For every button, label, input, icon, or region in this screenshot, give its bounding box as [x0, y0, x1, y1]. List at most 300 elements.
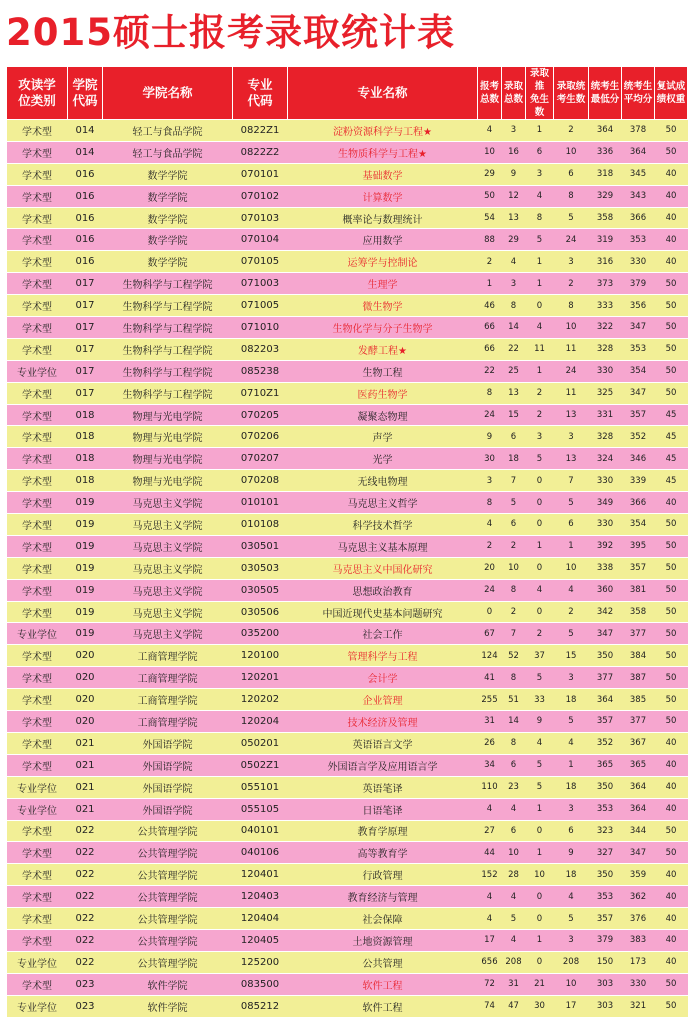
cell-exam-admitted: 18 [554, 864, 589, 886]
cell-applicants: 9 [478, 426, 502, 448]
cell-degree-type: 学术型 [7, 251, 68, 273]
header-major-code: 专业 代码 [233, 67, 288, 120]
cell-college-code: 019 [68, 623, 103, 645]
cell-major-code: 085212 [233, 995, 288, 1017]
cell-college-code: 019 [68, 492, 103, 514]
table-row [7, 535, 688, 557]
cell-exam-admitted: 17 [554, 995, 589, 1017]
cell-applicants: 4 [478, 514, 502, 536]
cell-recommended: 0 [526, 557, 554, 579]
cell-college-name: 工商管理学院 [103, 689, 233, 711]
cell-exam-admitted: 4 [554, 886, 589, 908]
cell-applicants: 2 [478, 251, 502, 273]
cell-retest-weight: 40 [655, 732, 688, 754]
cell-avg-score: 385 [622, 689, 655, 711]
cell-min-score: 357 [589, 711, 622, 733]
cell-applicants: 29 [478, 163, 502, 185]
cell-retest-weight: 40 [655, 886, 688, 908]
cell-retest-weight: 40 [655, 251, 688, 273]
cell-admitted: 13 [502, 207, 526, 229]
cell-college-code: 022 [68, 820, 103, 842]
cell-degree-type: 学术型 [7, 448, 68, 470]
cell-college-code: 017 [68, 338, 103, 360]
cell-admitted: 3 [502, 120, 526, 142]
cell-college-name: 物理与光电学院 [103, 426, 233, 448]
cell-avg-score: 321 [622, 995, 655, 1017]
cell-avg-score: 358 [622, 601, 655, 623]
cell-exam-admitted: 10 [554, 317, 589, 339]
table-row [7, 120, 688, 142]
cell-degree-type: 学术型 [7, 141, 68, 163]
cell-admitted: 2 [502, 535, 526, 557]
cell-college-name: 公共管理学院 [103, 886, 233, 908]
cell-college-code: 020 [68, 667, 103, 689]
cell-applicants: 50 [478, 185, 502, 207]
cell-exam-admitted: 11 [554, 338, 589, 360]
cell-college-name: 工商管理学院 [103, 711, 233, 733]
cell-avg-score: 330 [622, 251, 655, 273]
cell-exam-admitted: 4 [554, 579, 589, 601]
admission-table [6, 66, 688, 1018]
cell-college-code: 014 [68, 141, 103, 163]
cell-recommended: 10 [526, 864, 554, 886]
cell-recommended: 9 [526, 711, 554, 733]
cell-degree-type: 学术型 [7, 273, 68, 295]
header-avg-score: 统考生 平均分 [622, 67, 655, 120]
cell-major-code: 070207 [233, 448, 288, 470]
cell-college-name: 马克思主义学院 [103, 492, 233, 514]
cell-major-code: 070103 [233, 207, 288, 229]
cell-major-name: 淀粉资源科学与工程★ [288, 120, 478, 142]
cell-degree-type: 学术型 [7, 557, 68, 579]
cell-college-name: 生物科学与工程学院 [103, 382, 233, 404]
cell-major-code: 050201 [233, 732, 288, 754]
table-row [7, 667, 688, 689]
cell-avg-score: 378 [622, 120, 655, 142]
table-row [7, 623, 688, 645]
cell-college-name: 物理与光电学院 [103, 470, 233, 492]
cell-retest-weight: 50 [655, 995, 688, 1017]
cell-exam-admitted: 9 [554, 842, 589, 864]
table-row [7, 820, 688, 842]
cell-retest-weight: 50 [655, 360, 688, 382]
cell-exam-admitted: 10 [554, 141, 589, 163]
cell-major-code: 120201 [233, 667, 288, 689]
cell-exam-admitted: 13 [554, 448, 589, 470]
cell-min-score: 328 [589, 338, 622, 360]
cell-degree-type: 学术型 [7, 207, 68, 229]
cell-degree-type: 专业学位 [7, 951, 68, 973]
cell-retest-weight: 45 [655, 426, 688, 448]
cell-exam-admitted: 15 [554, 645, 589, 667]
cell-avg-score: 377 [622, 711, 655, 733]
table-row [7, 404, 688, 426]
table-row [7, 295, 688, 317]
cell-major-name: 土地资源管理 [288, 929, 478, 951]
cell-recommended: 5 [526, 754, 554, 776]
cell-min-score: 353 [589, 886, 622, 908]
cell-exam-admitted: 5 [554, 623, 589, 645]
cell-exam-admitted: 208 [554, 951, 589, 973]
cell-major-name: 马克思主义基本原理 [288, 535, 478, 557]
cell-major-code: 0822Z1 [233, 120, 288, 142]
cell-avg-score: 352 [622, 426, 655, 448]
cell-degree-type: 学术型 [7, 404, 68, 426]
cell-exam-admitted: 8 [554, 295, 589, 317]
cell-college-code: 016 [68, 251, 103, 273]
cell-major-name: 社会工作 [288, 623, 478, 645]
cell-admitted: 47 [502, 995, 526, 1017]
header-exam-admitted: 录取统 考生数 [554, 67, 589, 120]
cell-retest-weight: 40 [655, 185, 688, 207]
cell-major-name: 软件工程 [288, 995, 478, 1017]
cell-admitted: 5 [502, 492, 526, 514]
cell-college-name: 数学学院 [103, 251, 233, 273]
cell-applicants: 66 [478, 338, 502, 360]
cell-college-code: 018 [68, 470, 103, 492]
cell-applicants: 24 [478, 404, 502, 426]
cell-college-code: 022 [68, 908, 103, 930]
cell-degree-type: 学术型 [7, 426, 68, 448]
cell-avg-score: 384 [622, 645, 655, 667]
header-college-name: 学院名称 [103, 67, 233, 120]
cell-admitted: 7 [502, 470, 526, 492]
cell-applicants: 4 [478, 798, 502, 820]
cell-degree-type: 学术型 [7, 645, 68, 667]
cell-major-name: 行政管理 [288, 864, 478, 886]
cell-major-name: 声学 [288, 426, 478, 448]
header-retest-weight: 复试成 绩权重 [655, 67, 688, 120]
cell-avg-score: 359 [622, 864, 655, 886]
cell-recommended: 5 [526, 448, 554, 470]
cell-recommended: 0 [526, 514, 554, 536]
cell-recommended: 1 [526, 120, 554, 142]
cell-major-name: 会计学 [288, 667, 478, 689]
table-row [7, 141, 688, 163]
cell-major-code: 030506 [233, 601, 288, 623]
cell-college-name: 公共管理学院 [103, 951, 233, 973]
cell-admitted: 4 [502, 251, 526, 273]
cell-exam-admitted: 7 [554, 470, 589, 492]
cell-min-score: 377 [589, 667, 622, 689]
cell-admitted: 14 [502, 711, 526, 733]
cell-retest-weight: 40 [655, 492, 688, 514]
cell-retest-weight: 50 [655, 820, 688, 842]
cell-college-name: 数学学院 [103, 185, 233, 207]
cell-college-code: 022 [68, 929, 103, 951]
cell-college-code: 019 [68, 535, 103, 557]
cell-min-score: 350 [589, 864, 622, 886]
table-row [7, 842, 688, 864]
cell-college-code: 022 [68, 842, 103, 864]
cell-min-score: 318 [589, 163, 622, 185]
table-row [7, 273, 688, 295]
cell-avg-score: 346 [622, 448, 655, 470]
cell-retest-weight: 50 [655, 711, 688, 733]
cell-avg-score: 343 [622, 185, 655, 207]
cell-major-name: 马克思主义哲学 [288, 492, 478, 514]
cell-major-code: 120100 [233, 645, 288, 667]
cell-exam-admitted: 3 [554, 667, 589, 689]
cell-degree-type: 学术型 [7, 338, 68, 360]
cell-recommended: 4 [526, 317, 554, 339]
cell-college-code: 019 [68, 514, 103, 536]
cell-exam-admitted: 4 [554, 732, 589, 754]
cell-major-name: 医药生物学 [288, 382, 478, 404]
cell-college-name: 外国语学院 [103, 754, 233, 776]
cell-admitted: 6 [502, 820, 526, 842]
cell-college-name: 外国语学院 [103, 776, 233, 798]
cell-degree-type: 学术型 [7, 711, 68, 733]
cell-avg-score: 366 [622, 492, 655, 514]
cell-retest-weight: 40 [655, 798, 688, 820]
cell-admitted: 10 [502, 842, 526, 864]
cell-college-code: 016 [68, 207, 103, 229]
cell-applicants: 152 [478, 864, 502, 886]
cell-degree-type: 专业学位 [7, 798, 68, 820]
cell-retest-weight: 50 [655, 689, 688, 711]
cell-college-name: 数学学院 [103, 163, 233, 185]
cell-exam-admitted: 3 [554, 929, 589, 951]
cell-min-score: 329 [589, 185, 622, 207]
table-row [7, 207, 688, 229]
cell-applicants: 41 [478, 667, 502, 689]
cell-college-code: 016 [68, 185, 103, 207]
table-row [7, 338, 688, 360]
cell-college-code: 016 [68, 163, 103, 185]
cell-degree-type: 专业学位 [7, 360, 68, 382]
cell-degree-type: 学术型 [7, 492, 68, 514]
header-degree-type: 攻读学 位类别 [7, 67, 68, 120]
cell-exam-admitted: 2 [554, 601, 589, 623]
cell-exam-admitted: 8 [554, 185, 589, 207]
cell-recommended: 0 [526, 886, 554, 908]
cell-retest-weight: 50 [655, 623, 688, 645]
cell-college-name: 软件学院 [103, 995, 233, 1017]
cell-major-name: 光学 [288, 448, 478, 470]
cell-applicants: 66 [478, 317, 502, 339]
cell-recommended: 21 [526, 973, 554, 995]
cell-college-name: 数学学院 [103, 207, 233, 229]
table-row [7, 886, 688, 908]
cell-recommended: 8 [526, 207, 554, 229]
cell-retest-weight: 50 [655, 317, 688, 339]
cell-exam-admitted: 18 [554, 689, 589, 711]
cell-applicants: 72 [478, 973, 502, 995]
cell-applicants: 4 [478, 120, 502, 142]
cell-recommended: 1 [526, 842, 554, 864]
cell-major-name: 马克思主义中国化研究 [288, 557, 478, 579]
cell-degree-type: 学术型 [7, 667, 68, 689]
cell-exam-admitted: 6 [554, 820, 589, 842]
cell-major-code: 040101 [233, 820, 288, 842]
cell-avg-score: 339 [622, 470, 655, 492]
cell-avg-score: 364 [622, 776, 655, 798]
cell-applicants: 20 [478, 557, 502, 579]
cell-major-name: 英语语言文学 [288, 732, 478, 754]
cell-exam-admitted: 6 [554, 514, 589, 536]
cell-college-name: 公共管理学院 [103, 929, 233, 951]
cell-applicants: 30 [478, 448, 502, 470]
cell-applicants: 8 [478, 492, 502, 514]
table-row [7, 579, 688, 601]
cell-recommended: 3 [526, 163, 554, 185]
table-row [7, 163, 688, 185]
cell-college-code: 020 [68, 645, 103, 667]
cell-retest-weight: 50 [655, 645, 688, 667]
cell-retest-weight: 40 [655, 951, 688, 973]
table-row [7, 732, 688, 754]
cell-major-code: 040106 [233, 842, 288, 864]
cell-recommended: 1 [526, 535, 554, 557]
cell-min-score: 316 [589, 251, 622, 273]
cell-degree-type: 学术型 [7, 535, 68, 557]
cell-min-score: 392 [589, 535, 622, 557]
cell-applicants: 4 [478, 908, 502, 930]
table-row [7, 382, 688, 404]
cell-major-code: 0502Z1 [233, 754, 288, 776]
cell-retest-weight: 45 [655, 470, 688, 492]
cell-major-code: 030505 [233, 579, 288, 601]
cell-major-code: 085238 [233, 360, 288, 382]
cell-admitted: 14 [502, 317, 526, 339]
cell-major-code: 125200 [233, 951, 288, 973]
cell-admitted: 22 [502, 338, 526, 360]
cell-college-name: 物理与光电学院 [103, 448, 233, 470]
cell-major-code: 070104 [233, 229, 288, 251]
cell-major-name: 中国近现代史基本问题研究 [288, 601, 478, 623]
cell-degree-type: 专业学位 [7, 776, 68, 798]
cell-exam-admitted: 1 [554, 535, 589, 557]
cell-college-code: 019 [68, 601, 103, 623]
cell-college-code: 020 [68, 711, 103, 733]
cell-admitted: 3 [502, 273, 526, 295]
cell-degree-type: 学术型 [7, 908, 68, 930]
cell-recommended: 6 [526, 141, 554, 163]
cell-college-name: 外国语学院 [103, 798, 233, 820]
cell-avg-score: 362 [622, 886, 655, 908]
cell-degree-type: 学术型 [7, 601, 68, 623]
cell-college-name: 马克思主义学院 [103, 579, 233, 601]
cell-major-code: 070101 [233, 163, 288, 185]
cell-degree-type: 学术型 [7, 470, 68, 492]
cell-recommended: 5 [526, 229, 554, 251]
table-row [7, 973, 688, 995]
cell-retest-weight: 50 [655, 338, 688, 360]
cell-retest-weight: 40 [655, 754, 688, 776]
cell-avg-score: 379 [622, 273, 655, 295]
cell-applicants: 54 [478, 207, 502, 229]
cell-degree-type: 专业学位 [7, 995, 68, 1017]
cell-min-score: 323 [589, 820, 622, 842]
cell-college-code: 017 [68, 360, 103, 382]
cell-avg-score: 353 [622, 229, 655, 251]
cell-college-name: 生物科学与工程学院 [103, 338, 233, 360]
cell-applicants: 46 [478, 295, 502, 317]
cell-min-score: 342 [589, 601, 622, 623]
cell-recommended: 0 [526, 601, 554, 623]
table-row [7, 776, 688, 798]
table-row [7, 360, 688, 382]
cell-major-code: 055105 [233, 798, 288, 820]
cell-college-code: 017 [68, 382, 103, 404]
cell-major-name: 生物质科学与工程★ [288, 141, 478, 163]
cell-applicants: 1 [478, 273, 502, 295]
cell-applicants: 24 [478, 579, 502, 601]
cell-college-name: 马克思主义学院 [103, 601, 233, 623]
cell-applicants: 8 [478, 382, 502, 404]
cell-admitted: 4 [502, 886, 526, 908]
page-title: 2015硕士报考录取统计表 [6, 11, 455, 54]
cell-admitted: 15 [502, 404, 526, 426]
cell-min-score: 330 [589, 470, 622, 492]
cell-college-name: 工商管理学院 [103, 645, 233, 667]
cell-major-code: 071005 [233, 295, 288, 317]
cell-degree-type: 学术型 [7, 163, 68, 185]
cell-college-name: 外国语学院 [103, 732, 233, 754]
cell-college-code: 022 [68, 951, 103, 973]
cell-college-code: 022 [68, 886, 103, 908]
cell-exam-admitted: 18 [554, 776, 589, 798]
cell-min-score: 319 [589, 229, 622, 251]
cell-admitted: 4 [502, 798, 526, 820]
cell-major-code: 070105 [233, 251, 288, 273]
cell-college-name: 公共管理学院 [103, 908, 233, 930]
cell-college-code: 022 [68, 864, 103, 886]
cell-college-code: 014 [68, 120, 103, 142]
cell-applicants: 656 [478, 951, 502, 973]
cell-recommended: 5 [526, 776, 554, 798]
cell-recommended: 3 [526, 426, 554, 448]
cell-major-code: 055101 [233, 776, 288, 798]
cell-min-score: 364 [589, 689, 622, 711]
cell-college-code: 017 [68, 295, 103, 317]
cell-college-name: 生物科学与工程学院 [103, 360, 233, 382]
cell-college-name: 物理与光电学院 [103, 404, 233, 426]
table-row [7, 951, 688, 973]
cell-applicants: 27 [478, 820, 502, 842]
cell-retest-weight: 45 [655, 404, 688, 426]
cell-exam-admitted: 6 [554, 163, 589, 185]
cell-avg-score: 354 [622, 514, 655, 536]
cell-college-name: 生物科学与工程学院 [103, 273, 233, 295]
cell-avg-score: 387 [622, 667, 655, 689]
cell-recommended: 0 [526, 908, 554, 930]
cell-exam-admitted: 5 [554, 492, 589, 514]
cell-avg-score: 395 [622, 535, 655, 557]
cell-retest-weight: 50 [655, 120, 688, 142]
cell-applicants: 34 [478, 754, 502, 776]
cell-college-name: 轻工与食品学院 [103, 141, 233, 163]
cell-min-score: 347 [589, 623, 622, 645]
cell-retest-weight: 40 [655, 207, 688, 229]
cell-min-score: 336 [589, 141, 622, 163]
cell-major-name: 运筹学与控制论 [288, 251, 478, 273]
cell-retest-weight: 50 [655, 141, 688, 163]
cell-admitted: 51 [502, 689, 526, 711]
cell-major-code: 010101 [233, 492, 288, 514]
cell-avg-score: 344 [622, 820, 655, 842]
cell-retest-weight: 50 [655, 514, 688, 536]
cell-applicants: 3 [478, 470, 502, 492]
cell-college-code: 019 [68, 579, 103, 601]
cell-avg-score: 377 [622, 623, 655, 645]
table-row [7, 645, 688, 667]
cell-exam-admitted: 3 [554, 798, 589, 820]
table-header-row [7, 67, 688, 120]
cell-applicants: 2 [478, 535, 502, 557]
table-row [7, 470, 688, 492]
